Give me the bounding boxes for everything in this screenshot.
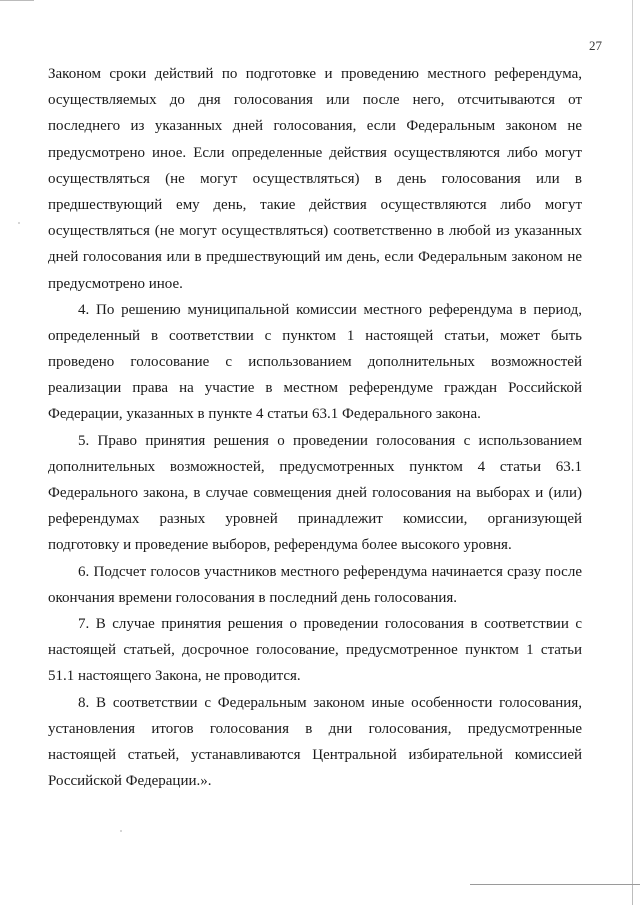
text-line: 8. В соответствии с Федеральным законом иные особенности голосования, bbox=[78, 694, 582, 711]
text-line: настоящей статьей, устанавливаются Центральной избирательной комиссией bbox=[48, 746, 582, 763]
text-line: проведено голосование с использованием дополнительных возможностей bbox=[48, 354, 582, 371]
text-line: осуществляться (не могут осуществляться) соответственно в любой из указанных bbox=[48, 223, 582, 240]
text-line: окончания времени голосования в последний день голосования. bbox=[48, 589, 458, 606]
text-line: 4. По решению муниципальной комиссии местного референдума в период, bbox=[78, 301, 582, 318]
text-line: референдумах разных уровней принадлежит комиссии, организующей bbox=[48, 511, 582, 528]
scan-speck bbox=[18, 222, 20, 224]
text-line: предусмотрено иное. Если определенные действия осуществляются либо могут bbox=[48, 144, 582, 161]
text-line: реализации права на участие в местном референдуме граждан Российской bbox=[48, 380, 582, 397]
text-line: подготовку и проведение выборов, референдума более высокого уровня. bbox=[48, 537, 512, 554]
text-line: Федерального закона, в случае совмещения дней голосования на выборах и (или) bbox=[48, 485, 582, 501]
text-line: дней голосования или в предшествующий им день, если Федеральным законом не bbox=[48, 249, 582, 266]
scan-edge-right bbox=[632, 0, 633, 905]
text-line: предусмотрено иное. bbox=[48, 275, 183, 292]
text-line: Федерации, указанных в пункте 4 статьи 63.1 Федерального закона. bbox=[48, 406, 481, 423]
text-line: осуществляться (не могут осуществляться) в день голосования или в bbox=[48, 170, 582, 187]
text-line: дополнительных возможностей, предусмотренных пунктом 4 статьи 63.1 bbox=[48, 458, 582, 475]
text-line: 6. Подсчет голосов участников местного референдума начинается сразу после bbox=[78, 563, 582, 580]
text-line: предшествующий ему день, такие действия осуществляются либо могут bbox=[48, 196, 582, 213]
page-number: 27 bbox=[589, 38, 602, 53]
text-line: 7. В случае принятия решения о проведении голосования в соответствии с bbox=[78, 615, 582, 632]
body-text bbox=[48, 61, 582, 794]
text-line: Законом сроки действий по подготовке и проведению местного референдума, bbox=[48, 66, 582, 82]
scan-artifact-top bbox=[0, 0, 34, 1]
text-line: 5. Право принятия решения о проведении голосования с использованием bbox=[78, 432, 582, 449]
scan-edge-bottom bbox=[470, 884, 640, 885]
scan-speck bbox=[120, 830, 122, 832]
text-line: 51.1 настоящего Закона, не проводится. bbox=[48, 668, 301, 685]
text-line: установления итогов голосования в дни голосования, предусмотренные bbox=[48, 720, 582, 737]
text-line: настоящей статьей, досрочное голосование, предусмотренное пунктом 1 статьи bbox=[48, 642, 582, 659]
text-line: последнего из указанных дней голосования, если Федеральным законом не bbox=[48, 118, 582, 135]
text-line: Российской Федерации.». bbox=[48, 773, 212, 790]
text-line: определенный в соответствии с пунктом 1 настоящей статьи, может быть bbox=[48, 327, 582, 344]
text-line: осуществляемых до дня голосования или после него, отсчитываются от bbox=[48, 92, 582, 109]
